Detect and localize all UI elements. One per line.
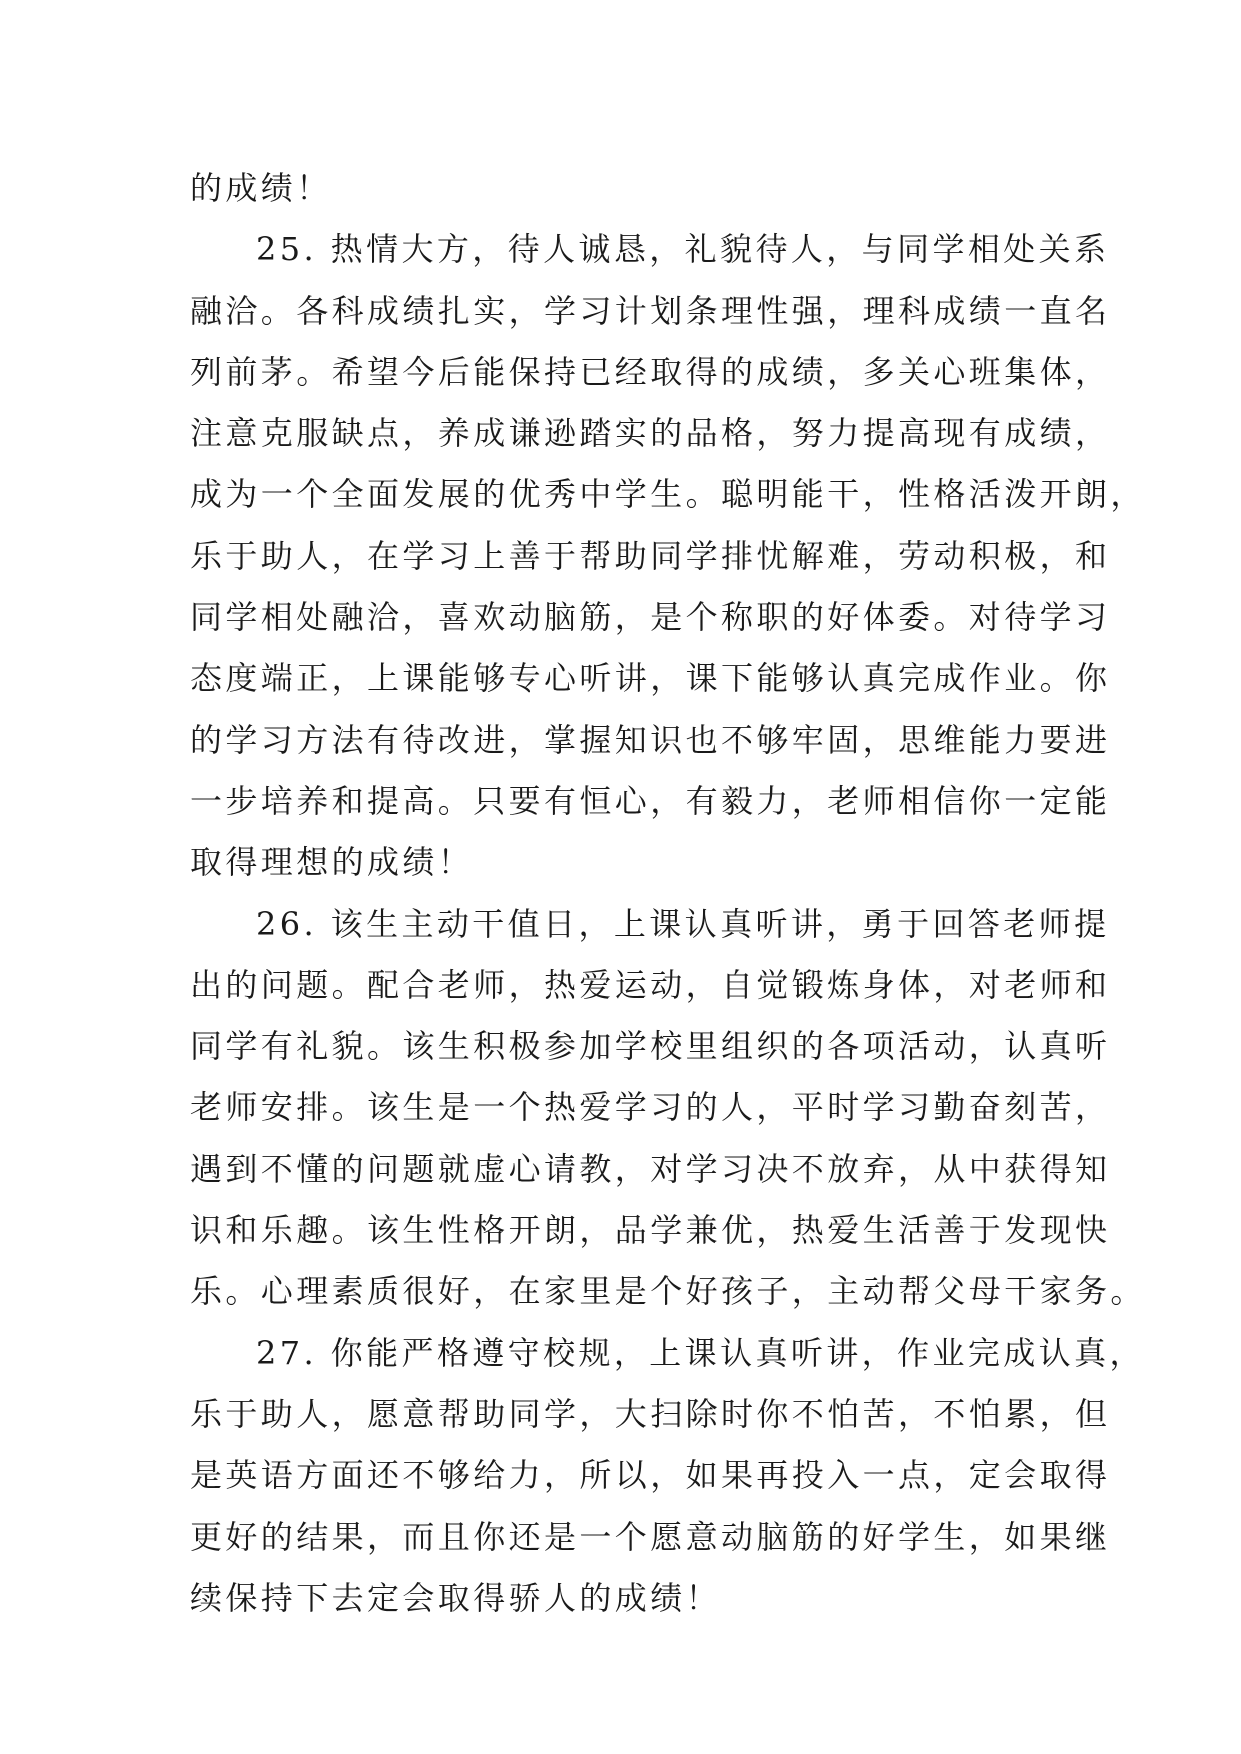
text-line: 成为一个全面发展的优秀中学生。聪明能干，性格活泼开朗， [190,475,1146,514]
text-line: 更好的结果，而且你还是一个愿意动脑筋的好学生，如果继 [190,1517,1111,1556]
text-line: 注意克服缺点，养成谦逊踏实的品格，努力提高现有成绩， [190,414,1111,453]
text-line: 老师安排。该生是一个热爱学习的人，平时学习勤奋刻苦， [190,1088,1111,1127]
paragraph-25-first-line: 25. 热情大方，待人诚恳，礼貌待人，与同学相处关系 [256,230,1110,269]
paragraph-27-first-line: 27. 你能严格遵守校规，上课认真听讲，作业完成认真， [256,1333,1145,1372]
text-line: 同学有礼貌。该生积极参加学校里组织的各项活动，认真听 [190,1027,1111,1066]
text-line: 取得理想的成绩！ [190,843,474,882]
text-line: 乐于助人，愿意帮助同学，大扫除时你不怕苦，不怕累，但 [190,1394,1111,1433]
text-line: 同学相处融洽，喜欢动脑筋，是个称职的好体委。对待学习 [190,598,1111,637]
text-line: 一步培养和提高。只要有恒心，有毅力，老师相信你一定能 [190,781,1111,820]
text-line: 的成绩！ [190,169,332,207]
text-line: 识和乐趣。该生性格开朗，品学兼优，热爱生活善于发现快 [190,1211,1111,1250]
text-line: 乐于助人，在学习上善于帮助同学排忧解难，劳动积极，和 [190,536,1111,575]
text-line: 融洽。各科成绩扎实，学习计划条理性强，理科成绩一直名 [190,291,1111,330]
text-line: 的学习方法有待改进，掌握知识也不够牢固，思维能力要进 [190,720,1111,759]
text-line: 列前茅。希望今后能保持已经取得的成绩，多关心班集体， [190,352,1111,391]
document-body [190,158,1146,1629]
text-line: 是英语方面还不够给力，所以，如果再投入一点，定会取得 [190,1456,1111,1495]
text-line: 态度端正，上课能够专心听讲，课下能够认真完成作业。你 [190,659,1111,698]
text-line: 出的问题。配合老师，热爱运动，自觉锻炼身体，对老师和 [190,965,1111,1004]
paragraph-26-first-line: 26. 该生主动干值日，上课认真听讲，勇于回答老师提 [256,904,1110,943]
text-line: 乐。心理素质很好，在家里是个好孩子，主动帮父母干家务。 [190,1272,1146,1311]
text-line: 续保持下去定会取得骄人的成绩！ [190,1578,722,1617]
text-line: 遇到不懂的问题就虚心请教，对学习决不放弃，从中获得知 [190,1149,1111,1188]
